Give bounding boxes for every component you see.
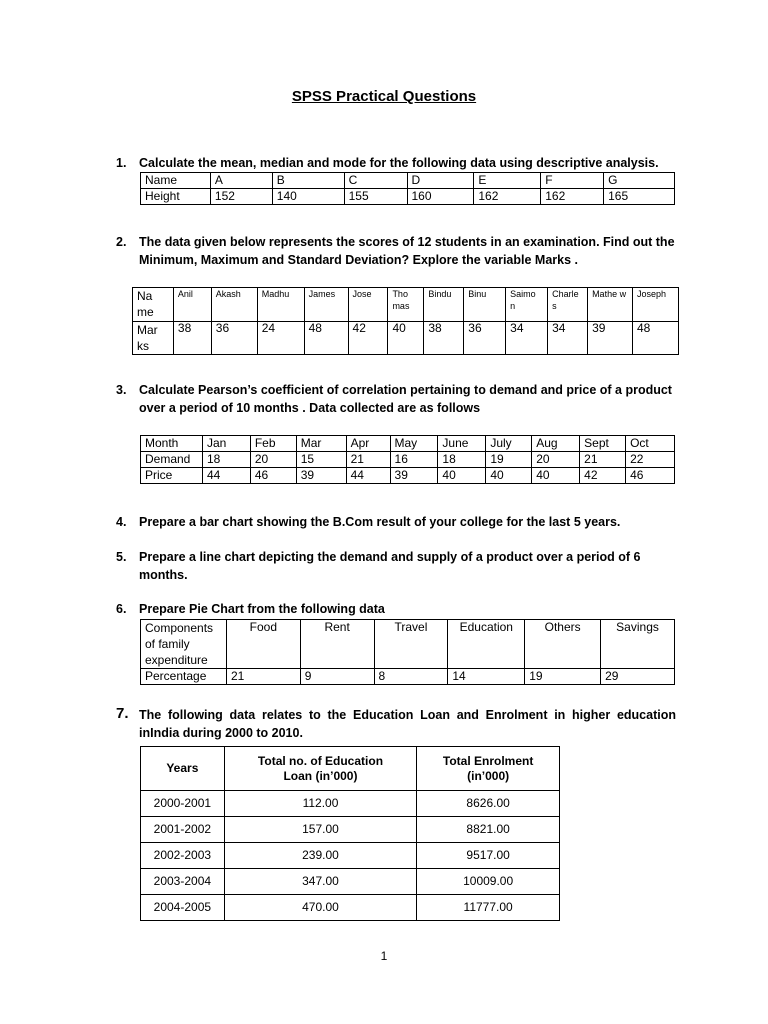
table-cell: Jan xyxy=(202,436,250,452)
education-loan-table xyxy=(140,746,560,921)
table-cell: 152 xyxy=(210,189,272,205)
table-header-cell: Total Enrolment (in’000) xyxy=(417,747,560,791)
expenditure-table xyxy=(140,619,675,685)
table-cell: 18 xyxy=(202,452,250,468)
table-cell: 42 xyxy=(348,322,388,355)
table-cell: 8821.00 xyxy=(417,817,560,843)
table-row xyxy=(141,173,675,189)
table-cell: 34 xyxy=(506,322,548,355)
table-cell: Tho mas xyxy=(388,288,424,322)
table-cell: 46 xyxy=(626,468,675,484)
question-number: 2. xyxy=(116,235,127,249)
table-cell: 8626.00 xyxy=(417,791,560,817)
table-cell: 44 xyxy=(202,468,250,484)
table-cell: 2002-2003 xyxy=(141,843,225,869)
question-text: Prepare a bar chart showing the B.Com result of your college for the last 5 years. xyxy=(139,515,621,529)
table-cell: Savings xyxy=(601,620,675,669)
table-cell: 470.00 xyxy=(224,895,417,921)
table-cell: 46 xyxy=(250,468,296,484)
table-cell: 36 xyxy=(464,322,506,355)
table-row xyxy=(141,436,675,452)
table-cell: 112.00 xyxy=(224,791,417,817)
table-cell: 162 xyxy=(541,189,604,205)
question-text: Calculate Pearson’s coefficient of correlation pertaining to demand and price of a product over a period of 10 months . Data collected are as follows xyxy=(139,383,672,415)
table-cell: 36 xyxy=(211,322,257,355)
table-cell: 16 xyxy=(390,452,438,468)
table-cell: Percentage xyxy=(141,669,227,685)
table-cell: Components of family expenditure xyxy=(141,620,227,669)
table-cell: Saimo n xyxy=(506,288,548,322)
table-row xyxy=(141,468,675,484)
table-row xyxy=(141,669,675,685)
table-cell: Mar xyxy=(296,436,346,452)
question-text: Calculate the mean, median and mode for the following data using descriptive analysis. xyxy=(139,156,659,170)
table-cell: Akash xyxy=(211,288,257,322)
table-cell: Bindu xyxy=(424,288,464,322)
question-7 xyxy=(116,706,676,742)
question-1 xyxy=(116,154,676,172)
table-cell: D xyxy=(407,173,474,189)
table-cell: C xyxy=(344,173,407,189)
table-cell: June xyxy=(438,436,486,452)
table-cell: 29 xyxy=(601,669,675,685)
table-cell: 34 xyxy=(548,322,588,355)
table-cell: 19 xyxy=(486,452,532,468)
page-title: SPSS Practical Questions xyxy=(291,88,477,105)
table-cell: 24 xyxy=(257,322,304,355)
table-cell: 8 xyxy=(374,669,448,685)
table-cell: Rent xyxy=(300,620,374,669)
table-cell: 40 xyxy=(486,468,532,484)
table-cell: 48 xyxy=(632,322,678,355)
table-row xyxy=(141,747,560,791)
question-5 xyxy=(116,548,676,584)
table-cell: 2003-2004 xyxy=(141,869,225,895)
table-cell: 21 xyxy=(226,669,300,685)
table-row xyxy=(133,322,679,355)
table-cell: F xyxy=(541,173,604,189)
table-cell: 40 xyxy=(438,468,486,484)
question-number: 6. xyxy=(116,602,127,616)
table-cell: 39 xyxy=(296,468,346,484)
table-cell: 18 xyxy=(438,452,486,468)
table-cell: 38 xyxy=(424,322,464,355)
table-row xyxy=(141,452,675,468)
page-number: 1 xyxy=(380,949,388,963)
question-number: 3. xyxy=(116,383,127,397)
question-6 xyxy=(116,600,676,618)
table-cell: 39 xyxy=(588,322,633,355)
demand-price-table xyxy=(140,435,675,484)
table-header-cell: Years xyxy=(141,747,225,791)
table-cell: July xyxy=(486,436,532,452)
table-row xyxy=(141,791,560,817)
table-cell: 20 xyxy=(532,452,580,468)
table-cell: 160 xyxy=(407,189,474,205)
table-cell: 22 xyxy=(626,452,675,468)
table-cell: 15 xyxy=(296,452,346,468)
table-cell: 48 xyxy=(304,322,348,355)
table-cell: 155 xyxy=(344,189,407,205)
table-cell: 19 xyxy=(525,669,601,685)
question-number: 4. xyxy=(116,515,127,529)
table-cell: 140 xyxy=(272,189,344,205)
table-cell: 40 xyxy=(388,322,424,355)
table-cell: 20 xyxy=(250,452,296,468)
table-cell: May xyxy=(390,436,438,452)
table-cell: 165 xyxy=(604,189,675,205)
table-cell: Joseph xyxy=(632,288,678,322)
marks-table xyxy=(132,287,679,355)
table-header-cell: Total no. of Education Loan (in’000) xyxy=(224,747,417,791)
question-number: 7. xyxy=(116,705,129,722)
question-number: 1. xyxy=(116,156,127,170)
table-cell: Height xyxy=(141,189,211,205)
height-table xyxy=(140,172,675,205)
table-cell: Apr xyxy=(346,436,390,452)
table-cell: 162 xyxy=(474,189,541,205)
table-cell: 239.00 xyxy=(224,843,417,869)
table-row xyxy=(141,843,560,869)
question-2 xyxy=(116,233,676,269)
table-cell: 44 xyxy=(346,468,390,484)
table-cell: Aug xyxy=(532,436,580,452)
table-cell: A xyxy=(210,173,272,189)
table-cell: Feb xyxy=(250,436,296,452)
table-cell: 42 xyxy=(580,468,626,484)
table-cell: 14 xyxy=(448,669,525,685)
table-cell: E xyxy=(474,173,541,189)
table-cell: 9 xyxy=(300,669,374,685)
table-cell: Mar ks xyxy=(133,322,174,355)
table-cell: Oct xyxy=(626,436,675,452)
question-text: Prepare Pie Chart from the following data xyxy=(139,602,385,616)
table-cell: 39 xyxy=(390,468,438,484)
table-row xyxy=(133,288,679,322)
table-cell: 9517.00 xyxy=(417,843,560,869)
table-cell: Education xyxy=(448,620,525,669)
table-cell: 2000-2001 xyxy=(141,791,225,817)
question-text: The following data relates to the Education Loan and Enrolment in higher education inIndia during 2000 to 2010. xyxy=(139,708,676,740)
table-cell: 21 xyxy=(580,452,626,468)
table-row xyxy=(141,189,675,205)
table-cell: 2001-2002 xyxy=(141,817,225,843)
table-cell: Jose xyxy=(348,288,388,322)
table-cell: Travel xyxy=(374,620,448,669)
table-cell: 347.00 xyxy=(224,869,417,895)
table-cell: Mathe w xyxy=(588,288,633,322)
table-cell: G xyxy=(604,173,675,189)
table-cell: Binu xyxy=(464,288,506,322)
table-cell: Charle s xyxy=(548,288,588,322)
table-cell: Madhu xyxy=(257,288,304,322)
question-number: 5. xyxy=(116,550,127,564)
table-cell: Sept xyxy=(580,436,626,452)
question-4 xyxy=(116,513,676,531)
table-row xyxy=(141,620,675,669)
question-text: The data given below represents the scores of 12 students in an examination. Find out the Minimum, Maximum and Standard Deviation? Explore the variable Marks . xyxy=(139,235,675,267)
table-cell: 21 xyxy=(346,452,390,468)
table-cell: Name xyxy=(141,173,211,189)
table-row xyxy=(141,869,560,895)
table-cell: 2004-2005 xyxy=(141,895,225,921)
table-cell: Price xyxy=(141,468,203,484)
table-cell: Anil xyxy=(173,288,211,322)
table-cell: Food xyxy=(226,620,300,669)
question-text: Prepare a line chart depicting the demand and supply of a product over a period of 6 months. xyxy=(139,550,641,582)
table-cell: Month xyxy=(141,436,203,452)
table-cell: 38 xyxy=(173,322,211,355)
table-cell: 10009.00 xyxy=(417,869,560,895)
table-cell: Others xyxy=(525,620,601,669)
table-cell: 40 xyxy=(532,468,580,484)
table-cell: Na me xyxy=(133,288,174,322)
table-cell: 157.00 xyxy=(224,817,417,843)
table-row xyxy=(141,895,560,921)
table-cell: 11777.00 xyxy=(417,895,560,921)
table-row xyxy=(141,817,560,843)
table-cell: B xyxy=(272,173,344,189)
table-cell: Demand xyxy=(141,452,203,468)
question-3 xyxy=(116,381,676,417)
table-cell: James xyxy=(304,288,348,322)
